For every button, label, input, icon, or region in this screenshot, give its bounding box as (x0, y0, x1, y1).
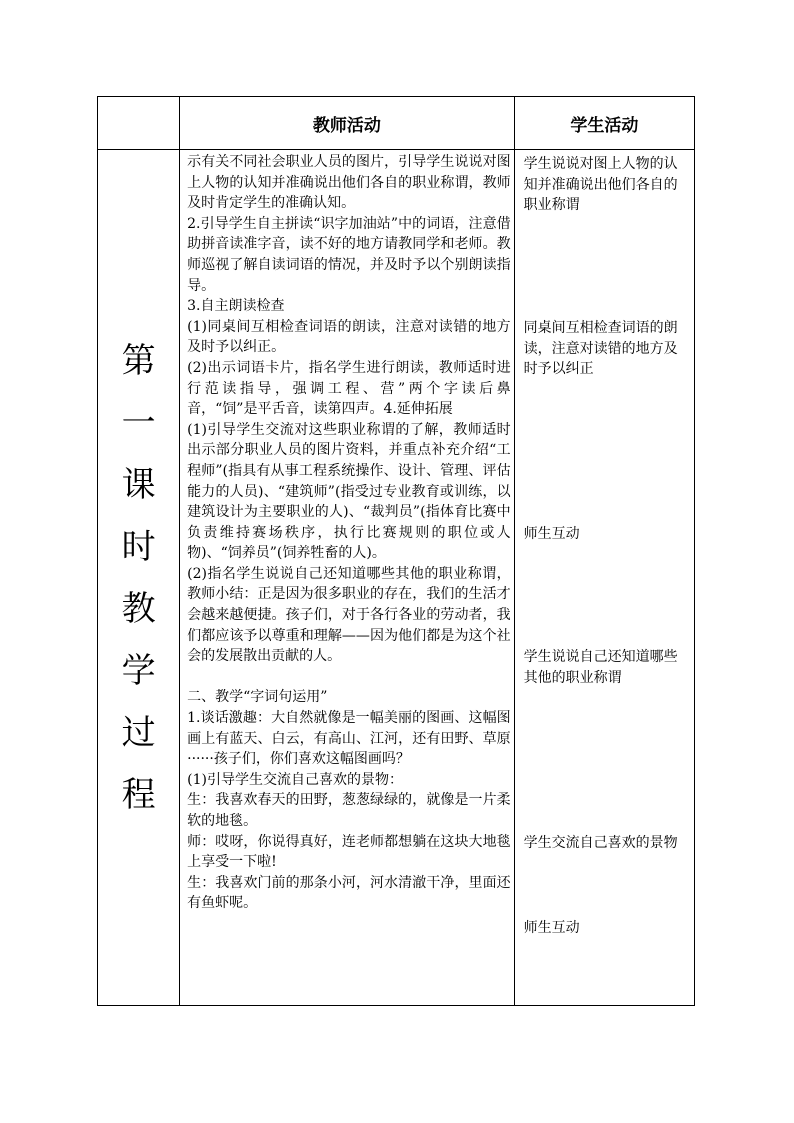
teacher-paragraph: 1.谈话激趣：大自然就像是一幅美丽的图画、这幅图画上有蓝天、白云，有高山、江河，还有田野、草原······孩子们，你们喜欢这幅图画吗？ (187, 710, 511, 768)
teacher-paragraph: 师：哎呀，你说得真好，连老师都想躺在这块大地毯上享受一下啦! (187, 833, 511, 871)
section-title-char: 第 (121, 340, 156, 381)
teacher-paragraph: (2)指名学生说说自己还知道哪些其他的职业称谓，教师小结：正是因为很多职业的存在，我们的生活才会越来越便捷。孩子们，对于各行各业的劳动者，我们都应该予以尊重和理解——因为他们都是为这个社会的发展散出贡献的人。 (187, 565, 511, 665)
student-note: 学生交流自己喜欢的景物 (523, 835, 678, 851)
section-title-char: 时 (121, 526, 156, 567)
student-activity-cell (514, 150, 694, 1006)
teacher-paragraph: (2)出示词语卡片，指名学生进行朗读，教师适时进行范读指导，强调工程、营”两个字读后鼻音，“饲”是平舌音，读第四声。4.延伸拓展 (187, 359, 511, 418)
teacher-paragraph: (1)同桌间互相检查词语的朗读，注意对读错的地方及时予以纠正。 (187, 318, 511, 356)
section-title-char: 一 (121, 402, 156, 443)
teacher-paragraph: 2.引导学生自主拼读“识字加油站”中的词语，注意借助拼音读准字音，读不好的地方请教同学和老师。教师巡视了解自读词语的情况，并及时予以个别朗读指导。 (187, 215, 511, 294)
student-note: 学生说说对图上人物的认知并准确说出他们各自的职业称谓 (523, 156, 678, 214)
teacher-paragraph: 二、教学“字词句运用” (187, 689, 328, 706)
teacher-paragraph: (1)引导学生交流自己喜欢的景物： (187, 771, 403, 788)
student-activity-header: 学生活动 (514, 97, 694, 150)
student-note: 师生互动 (523, 920, 580, 936)
section-title-cell (98, 150, 180, 1006)
section-title-char: 课 (121, 464, 156, 505)
lesson-plan-table (97, 96, 695, 1006)
student-note: 同桌间互相检查词语的朗读，注意对读错的地方及时予以纠正 (523, 320, 678, 378)
section-title-char: 教 (121, 588, 156, 629)
section-title-char: 过 (121, 712, 156, 753)
student-note: 师生互动 (523, 526, 580, 542)
teacher-paragraph: 生：我喜欢春天的田野，葱葱绿绿的，就像是一片柔软的地毯。 (187, 792, 511, 829)
student-note: 学生说说自己还知道哪些其他的职业称谓 (523, 649, 678, 686)
teacher-activity-cell (180, 150, 515, 1006)
section-header-cell (98, 97, 180, 150)
table-header-row (98, 97, 695, 150)
section-title-char: 程 (121, 774, 156, 815)
section-title-char: 学 (121, 650, 156, 691)
paragraph-spacer (187, 667, 511, 688)
teacher-paragraph: 3.自主朗读检查 (187, 298, 285, 315)
section-title (98, 330, 179, 826)
teacher-paragraph: 生：我喜欢门前的那条小河，河水清澈干净，里面还有鱼虾呢。 (187, 874, 511, 912)
teacher-paragraph: 示有关不同社会职业人员的图片，引导学生说说对图上人物的认知并准确说出他们各自的职业称谓，教师及时肯定学生的准确认知。 (187, 154, 511, 212)
teacher-paragraph: (1)引导学生交流对这些职业称谓的了解，教师适时出示部分职业人员的图片资料，并重点补充介绍“工程师”(指具有从事工程系统操作、设计、管理、评估能力的人员)、“建筑师”(指受过专业教育或训练，以建筑设计为主要职业的人)、“裁判员”(指体育比赛中负责维持赛场秩序，执行比赛规则的职位或人物)、“饲养员”(饲养牲畜的人)。 (187, 421, 511, 562)
table-body-row (98, 150, 695, 1006)
teacher-activity-header: 教师活动 (180, 97, 515, 150)
